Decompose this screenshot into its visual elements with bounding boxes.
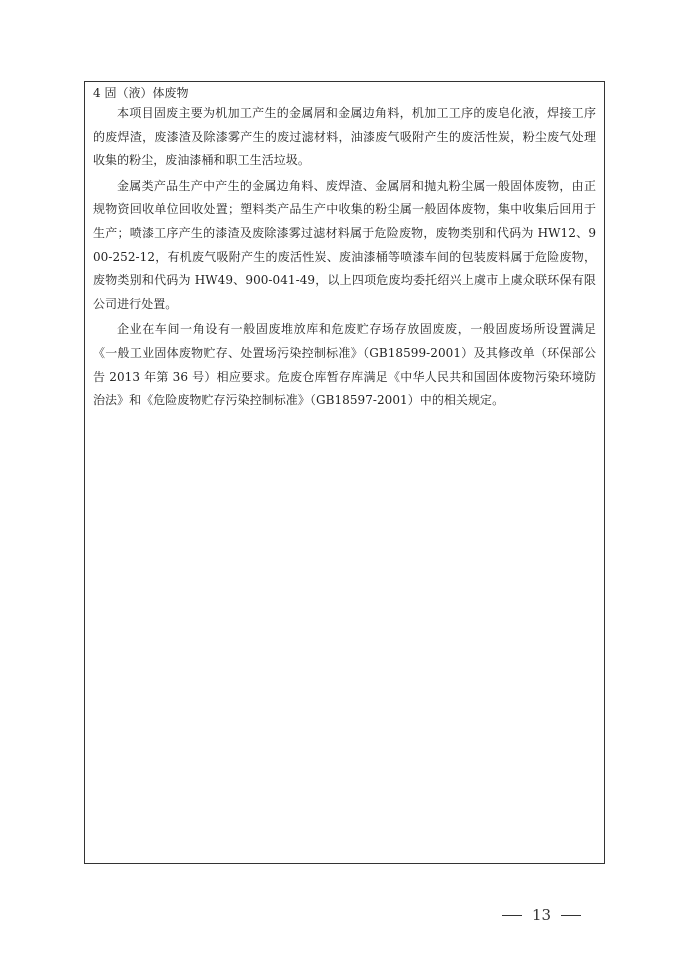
table-cell-frame — [84, 81, 605, 864]
footer-dash-left — [502, 915, 522, 916]
paragraph-storage-compliance: 企业在车间一角设有一般固废堆放库和危废贮存场存放固废废，一般固废场所设置满足《一般工业固体废物贮存、处置场污染控制标准》（GB18599-2001）及其修改单（环保部公告 2013 年第 36 号）相应要求。危废仓库暂存库满足《中华人民共和国固体废物污染环境防治法》和《危险废物贮存污染控制标准》（GB18597-2001）中的相关规定。 — [93, 322, 596, 408]
section-content — [93, 84, 596, 413]
footer-dash-right — [561, 915, 581, 916]
paragraph-waste-sources: 本项目固废主要为机加工产生的金属屑和金属边角料，机加工工序的废皂化液，焊接工序的废焊渣，废漆渣及除漆雾产生的废过滤材料，油漆废气吸附产生的废活性炭，粉尘废气处理收集的粉尘，废油漆桶和职工生活垃圾。 — [93, 106, 596, 168]
page-footer — [502, 905, 581, 925]
paragraph-waste-disposal: 金属类产品生产中产生的金属边角料、废焊渣、金属屑和抛丸粉尘属一般固体废物，由正规物资回收单位回收处置；塑料类产品生产中收集的粉尘属一般固体废物，集中收集后回用于生产；喷漆工序产生的漆渣及废除漆雾过滤材料属于危险废物，废物类别和代码为 HW12、900-252-12，有机废气吸附产生的废活性炭、废油漆桶等喷漆车间的包装废料属于危险废物，废物类别和代码为 HW49、900-041-49，以上四项危废均委托绍兴上虞市上虞众联环保有限公司进行处置。 — [93, 178, 596, 311]
page-number: 13 — [532, 906, 552, 924]
section-heading: 4 固（液）体废物 — [93, 86, 189, 100]
